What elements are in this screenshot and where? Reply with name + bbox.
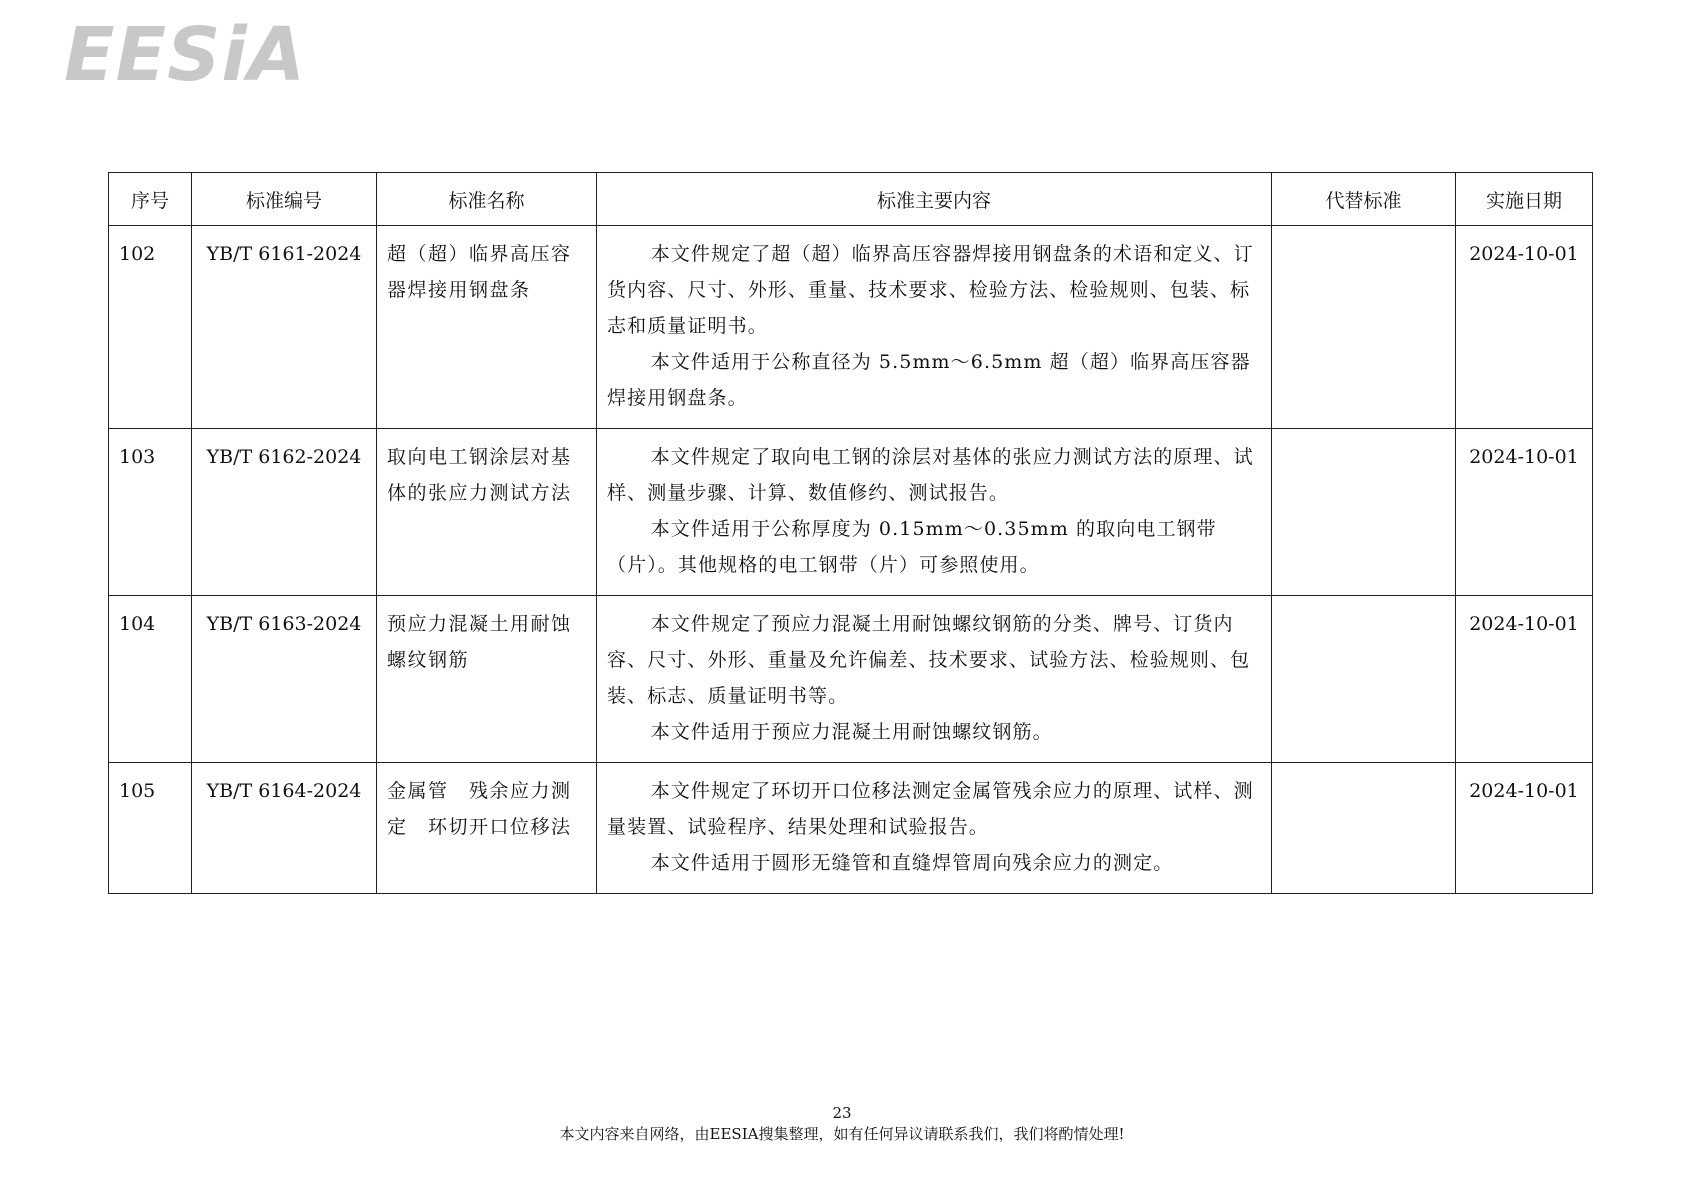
main-content-cell (597, 763, 1272, 894)
content-paragraph: 本文件适用于圆形无缝管和直缝焊管周向残余应力的测定。 (650, 852, 1174, 874)
eesia-logo: EESiA (64, 12, 307, 98)
replaced-standard-cell (1272, 763, 1456, 894)
standard-code-cell: YB/T 6162-2024 (192, 429, 377, 596)
content-paragraph: 本文件规定了预应力混凝土用耐蚀螺纹钢筋的分类、牌号、订货内容、尺寸、外形、重量及允许偏差、技术要求、试验方法、检验规则、包装、标志、质量证明书等。 (607, 613, 1251, 707)
serial-number-cell: 103 (109, 429, 192, 596)
standard-name-cell: 预应力混凝土用耐蚀螺纹钢筋 (377, 596, 597, 763)
effective-date-cell: 2024-10-01 (1456, 226, 1593, 429)
content-paragraph: 本文件规定了超（超）临界高压容器焊接用钢盘条的术语和定义、订货内容、尺寸、外形、重量、技术要求、检验方法、检验规则、包装、标志和质量证明书。 (607, 243, 1254, 337)
standard-name-cell: 金属管 残余应力测定 环切开口位移法 (377, 763, 597, 894)
effective-date-cell: 2024-10-01 (1456, 429, 1593, 596)
serial-number-cell: 105 (109, 763, 192, 894)
serial-number-cell: 104 (109, 596, 192, 763)
effective-date-cell: 2024-10-01 (1456, 763, 1593, 894)
header-effective-date: 实施日期 (1456, 173, 1593, 226)
standards-table (108, 172, 1593, 894)
main-content-cell (597, 596, 1272, 763)
content-paragraph: 本文件适用于预应力混凝土用耐蚀螺纹钢筋。 (650, 721, 1053, 743)
header-replaced-standard: 代替标准 (1272, 173, 1456, 226)
standard-name-cell: 超（超）临界高压容器焊接用钢盘条 (377, 226, 597, 429)
table-row (109, 226, 1593, 429)
standard-code-cell: YB/T 6163-2024 (192, 596, 377, 763)
header-serial-number: 序号 (109, 173, 192, 226)
main-content-cell (597, 226, 1272, 429)
table-row (109, 596, 1593, 763)
standard-code-cell: YB/T 6161-2024 (192, 226, 377, 429)
page-number: 23 (832, 1104, 852, 1122)
standard-name-cell: 取向电工钢涂层对基体的张应力测试方法 (377, 429, 597, 596)
replaced-standard-cell (1272, 596, 1456, 763)
main-content-cell (597, 429, 1272, 596)
replaced-standard-cell (1272, 429, 1456, 596)
table-row (109, 763, 1593, 894)
table-row (109, 429, 1593, 596)
standard-code-cell: YB/T 6164-2024 (192, 763, 377, 894)
footer-disclaimer: 本文内容来自网络，由EESIA搜集整理，如有任何异议请联系我们，我们将酌情处理! (559, 1125, 1125, 1143)
table-header-row (109, 173, 1593, 226)
content-paragraph: 本文件规定了取向电工钢的涂层对基体的张应力测试方法的原理、试样、测量步骤、计算、数值修约、测试报告。 (607, 446, 1254, 504)
header-standard-name: 标准名称 (377, 173, 597, 226)
content-paragraph: 本文件适用于公称直径为 5.5mm～6.5mm 超（超）临界高压容器焊接用钢盘条。 (607, 351, 1251, 409)
header-main-content: 标准主要内容 (597, 173, 1272, 226)
header-standard-code: 标准编号 (192, 173, 377, 226)
effective-date-cell: 2024-10-01 (1456, 596, 1593, 763)
content-paragraph: 本文件适用于公称厚度为 0.15mm～0.35mm 的取向电工钢带（片）。其他规格的电工钢带（片）可参照使用。 (607, 518, 1217, 576)
serial-number-cell: 102 (109, 226, 192, 429)
content-paragraph: 本文件规定了环切开口位移法测定金属管残余应力的原理、试样、测量装置、试验程序、结果处理和试验报告。 (607, 780, 1254, 838)
replaced-standard-cell (1272, 226, 1456, 429)
